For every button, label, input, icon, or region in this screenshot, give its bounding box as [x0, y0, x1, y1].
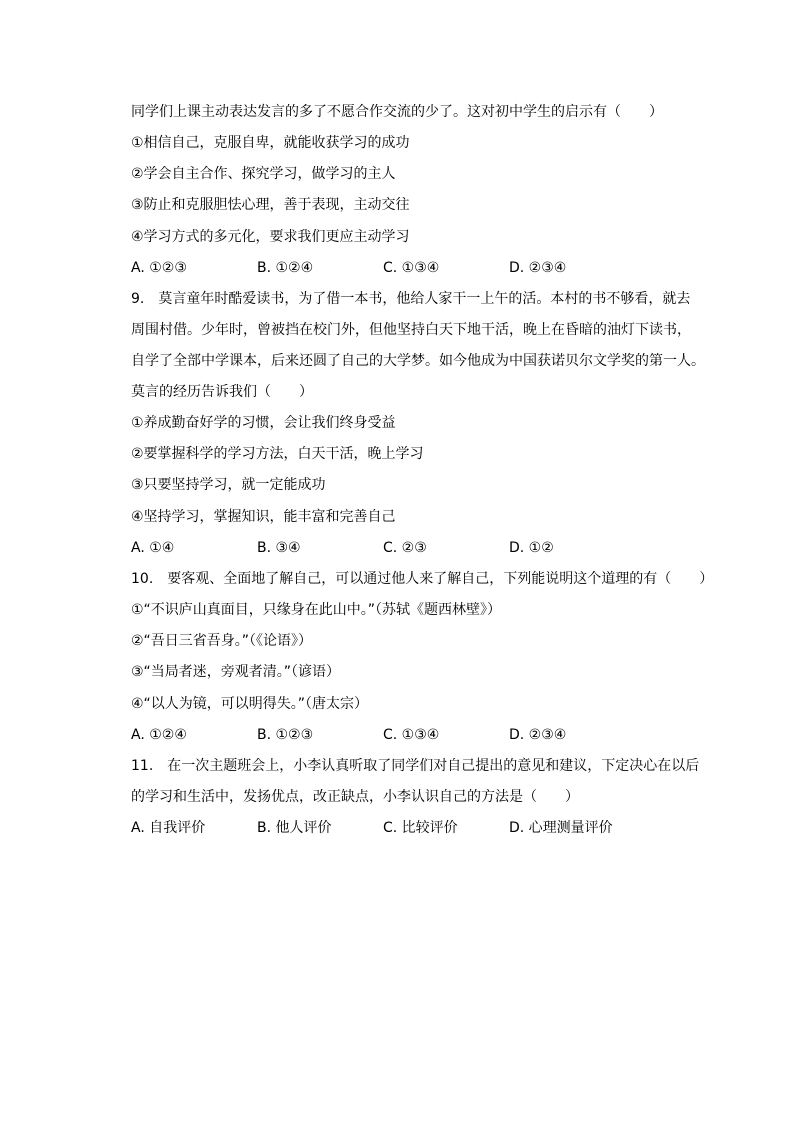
question-9-line: 周围村借。少年时，曾被挡在校门外，但他坚持白天下地干活，晚上在昏暗的油灯下读书， [131, 322, 691, 338]
answer-option-d: D. ①② [509, 540, 554, 556]
answer-option-a: A. ①④ [131, 540, 175, 556]
answer-option-b: B. ①②④ [257, 260, 314, 276]
quote-item: ①“不识庐山真面目，只缘身在此山中。”（苏轼《题西林壁》） [131, 602, 502, 618]
answer-option-c: C. ②③ [383, 540, 427, 556]
statement-item: ④学习方式的多元化，要求我们更应主动学习 [131, 229, 410, 245]
answer-option-d: D. ②③④ [509, 727, 567, 743]
answer-option-b: B. ③④ [257, 540, 301, 556]
statement-item: ①相信自己，克服自卑，就能收获学习的成功 [131, 135, 410, 151]
answer-option-d: D. ②③④ [509, 260, 567, 276]
question-10-line: 10. 要客观、全面地了解自己，可以通过他人来了解自己，下列能说明这个道理的有（ ） [131, 571, 714, 587]
answer-option-d: D. 心理测量评价 [509, 820, 613, 836]
question-11-line: 11. 在一次主题班会上，小李认真听取了同学们对自己提出的意见和建议，下定决心在以后 [131, 758, 700, 774]
question-9-line: 自学了全部中学课本，后来还圆了自己的大学梦。如今他成为中国获诺贝尔文学奖的第一人。 [131, 353, 705, 369]
statement-item: ②学会自主合作、探究学习，做学习的主人 [131, 166, 396, 182]
answer-option-b: B. ①②③ [257, 727, 314, 743]
answer-option-a: A. ①②④ [131, 727, 187, 743]
answer-option-c: C. ①③④ [383, 260, 440, 276]
answer-option-a: A. ①②③ [131, 260, 187, 276]
answer-option-b: B. 他人评价 [257, 820, 332, 836]
question-text-line: 同学们上课主动表达发言的多了不愿合作交流的少了。这对初中学生的启示有（ ） [131, 104, 663, 120]
statement-item: ②要掌握科学的学习方法，白天干活，晚上学习 [131, 446, 424, 462]
answer-option-c: C. 比较评价 [383, 820, 458, 836]
answer-option-a: A. 自我评价 [131, 820, 206, 836]
question-9-line: 9. 莫言童年时酷爱读书，为了借一本书，他给人家干一上午的活。本村的书不够看，就去 [131, 291, 691, 307]
statement-item: ③防止和克服胆怯心理，善于表现，主动交往 [131, 197, 410, 213]
quote-item: ②“吾日三省吾身。”（《论语》） [131, 633, 313, 649]
statement-item: ③只要坚持学习，就一定能成功 [131, 477, 326, 493]
question-11-line: 的学习和生活中，发扬优点，改正缺点，小李认识自己的方法是（ ） [131, 789, 579, 805]
quote-item: ④“以人为镜，可以明得失。”（唐太宗） [131, 696, 369, 712]
statement-item: ①养成勤奋好学的习惯，会让我们终身受益 [131, 415, 396, 431]
quote-item: ③“当局者迷，旁观者清。”（谚语） [131, 664, 341, 680]
answer-option-c: C. ①③④ [383, 727, 440, 743]
question-9-line: 莫言的经历告诉我们（ ） [131, 384, 313, 400]
statement-item: ④坚持学习，掌握知识，能丰富和完善自己 [131, 509, 396, 525]
